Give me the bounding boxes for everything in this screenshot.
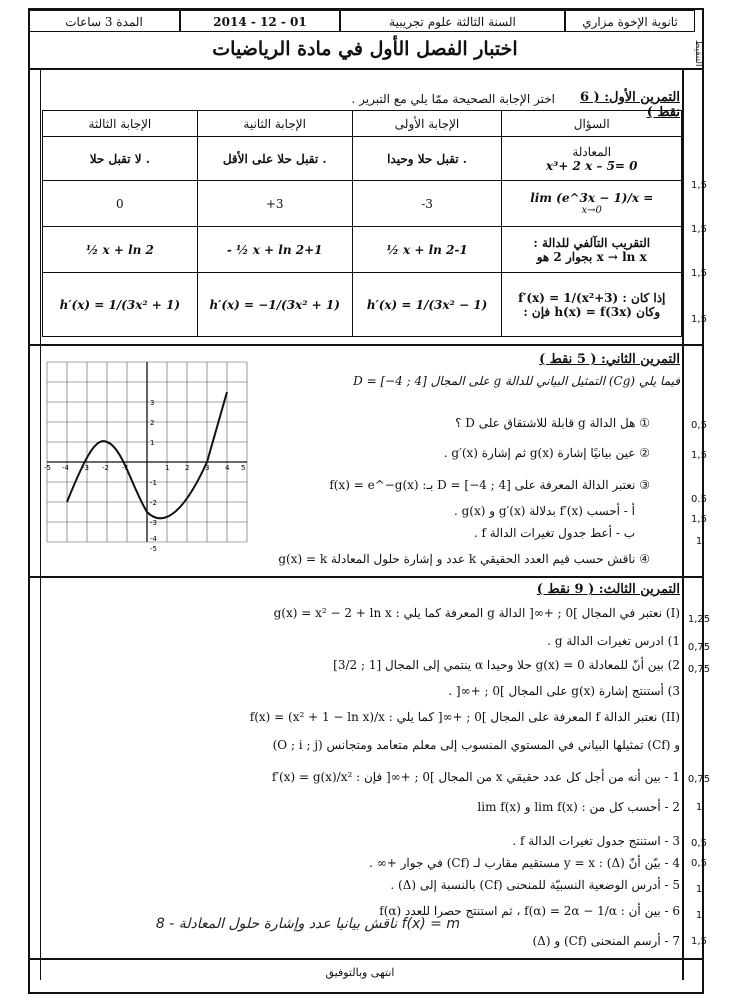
y-tick-m2: -2 [150,499,157,507]
ex2-item2-text: عين بيانيًا إشارة g(x) ثم إشارة g′(x) . [443,446,636,460]
footer-divider [28,958,704,960]
score-ex2-1: 0,5 [691,420,707,431]
x-tick-2: 2 [185,464,190,472]
score-ex1-q4: 1,5 [691,314,707,325]
x-tick-m2: -2 [102,464,109,472]
ex2-item4-num: ④ [639,552,650,566]
score-ex3-ii7: 1,5 [691,936,707,947]
x-tick-1: 1 [165,464,170,472]
ex3-i1: 1) ادرس تغيرات الدالة g . [547,634,680,648]
school-name: ثانوية الإخوة مزاري [565,10,695,32]
row2-q1: lim (e^3x − 1)/x = [530,191,654,205]
row1-q2: x³+ 2 x – 5= 0 [545,158,638,173]
x-tick-3: 3 [205,464,210,472]
score-ex1-q1: 1,5 [691,180,707,191]
x-tick-4: 4 [225,464,230,472]
ex2-item3-text: نعتبر الدالة المعرفة على D = [−4 ; 4] بـ: f(x) = e^−g(x) [329,478,636,492]
ex2-item3-num: ③ [639,478,650,492]
y-tick-m4: -4 [150,535,157,543]
ex2-item4 [260,552,650,566]
side-label: التنقيط [693,40,703,67]
ex3-part2b: و (Cf) تمثيلها البياني في المستوي المنسوب إلى معلم متعامد ومتجانس (O ; i ; j) [272,738,680,752]
row1-q1: المعادلة [572,144,612,159]
exam-duration: المدة 3 ساعات [28,10,180,32]
ex2-item3a-num: أ - [623,504,635,518]
row4-q1: إذا كان : f′(x) = 1/(x²+3) [518,290,666,305]
ex2-item1-text: هل الدالة g قابلة للاشتقاق على D ؟ [455,416,636,430]
score-ex3-ii4: 0,5 [691,858,707,869]
ex3-ii3: 3 - استنتج جدول تغيرات الدالة f . [512,834,680,848]
ex2-item1-num: ① [639,416,650,430]
score-ex3-ii3: 0,5 [691,838,707,849]
x-tick-5: 5 [241,464,246,472]
header-divider [28,68,704,70]
score-ex3-i3: 0,75 [687,664,711,675]
score-ex2-3a: 1,5 [691,514,707,525]
y-tick-m1: -1 [150,479,157,487]
ex2-item3a-text: أحسب f′(x) بدلالة g′(x) و g(x) . [453,504,620,518]
row4-a3: h′(x) = 1/(3x² + 1) [43,273,198,337]
ex3-heading: التمرين الثالث: ( 9 نقط ) [536,582,680,597]
ex2-item3b-text: أعط جدول تغيرات الدالة f . [473,526,612,540]
col-a3-header: الإجابة الثالثة [43,111,198,137]
y-tick-m5: -5 [150,545,157,552]
ex3-ii5: 5 - أدرس الوضعية النسبيّة للمنحنى (Cf) بالنسبة إلى (Δ) . [390,878,680,892]
ex3-ii7: 7 - أرسم المنحنى (Cf) و (Δ) [532,934,680,948]
score-ex3-ii6: 1 [695,910,703,921]
score-ex2-3b: 1 [695,536,703,547]
row3-q2: x → ln x بجوار 2 هو [536,249,647,264]
x-tick-m4: -4 [62,464,69,472]
ex1-instruction: اختر الإجابة الصحيحة ممّا يلي مع التبرير . [351,92,555,106]
ex3-ii2: 2 - أحسب كل من : lim f(x) و lim f(x) [477,800,680,814]
row4-a2: h′(x) = −1/(3x² + 1) [197,273,352,337]
row2-a3: 0 [43,181,198,227]
ex2-divider [28,576,704,578]
score-ex3-i1: 1,25 [687,614,711,625]
col-a1-header: الإجابة الأولى [352,111,502,137]
ex2-item3b [270,526,635,540]
row4-a1: h′(x) = 1/(3x² − 1) [352,273,502,337]
class-level: السنة الثالثة علوم تجريبية [340,10,565,32]
row1-a3: لا تقبل حلا . [43,137,198,181]
ex3-part2: (II) نعتبر الدالة f المعرفة على المجال ]0 ; +∞[ كما يلي : f(x) = (x² + 1 − ln x)/x [249,710,680,724]
score-ex1-q3: 1,5 [691,268,707,279]
row3-q1: التقريب التآلفي للدالة : [533,235,651,250]
row2-a1: -3 [352,181,502,227]
ex2-graph [42,352,252,552]
ex1-table [42,110,682,337]
exam-date: 2014 - 12 - 01 [180,10,340,32]
ex1-heading: التمرين الأول: ( 6 نقط ) [579,90,680,120]
y-tick-2: 2 [150,419,155,427]
handwritten-note: f(x) = m ناقش بيانيا عدد وإشارة حلول المعادلة - 8 [155,916,460,932]
ex2-item3b-num: ب - [615,526,635,540]
ex3-i3: 3) أستنتج إشارة g(x) على المجال ]0 ; +∞[ . [448,684,680,698]
x-tick-m3: -3 [82,464,89,472]
y-tick-3: 3 [150,399,155,407]
exam-title: اختبار الفصل الأول في مادة الرياضيات [212,38,518,60]
col-question-header: السؤال [502,111,682,137]
ex3-i2: 2) بين أنّ للمعادلة g(x) = 0 حلا وحيدا α ينتمي إلى المجال [1 ; 3/2] [333,658,680,672]
row1-a2: تقبل حلا على الأقل . [197,137,352,181]
y-tick-m3: -3 [150,519,157,527]
ex2-item2-num: ② [639,446,650,460]
y-tick-1: 1 [150,439,155,447]
ex2-heading: التمرين الثاني: ( 5 نقط ) [539,352,680,367]
x-tick-m5: -5 [44,464,51,472]
score-ex2-3: 0.5 [691,494,707,505]
score-ex3-ii5: 1 [695,884,703,895]
ex2-item3a [270,504,635,518]
ex2-item3 [255,478,650,492]
ex2-intro: فيما يلي (Cg) التمثيل البياني للدالة g على المجال D = [−4 ; 4] [353,374,680,388]
row3-a1: ½ x + ln 2-1 [352,227,502,273]
score-ex3-i2: 0,75 [687,642,711,653]
ex3-part1: (I) نعتبر في المجال ]0 ; +∞[ الدالة g المعرفة كما يلي : g(x) = x² − 2 + ln x [273,606,680,620]
ex3-ii6: 6 - بين أن : f(α) = 2α − 1/α ، ثم استنتج حصرا للعدد f(α) [379,904,680,918]
ex3-ii4: 4 - بيّن أنّ (Δ) : y = x مستقيم مقارب لـ (Cf) في جوار +∞ . [369,856,680,870]
row2-a2: +3 [197,181,352,227]
score-ex2-2: 1,5 [691,450,707,461]
x-tick-m1: -1 [122,464,129,472]
ex2-item1 [270,416,650,430]
row2-q2: x→0 [581,205,602,216]
row4-q2: وكان h(x) = f(3x) فإن : [523,304,661,319]
footer-text: انتهى وبالتوفيق [325,966,395,979]
row1-a1: تقبل حلا وحيدا . [352,137,502,181]
ex3-ii1: 1 - بين أنه من أجل كل عدد حقيقي x من المجال ]0 ; +∞[ فإن : f′(x) = g(x)/x² [271,770,680,784]
row3-a2: - ½ x + ln 2+1 [197,227,352,273]
score-ex3-ii2: 1 [695,802,703,813]
ex2-item2 [270,446,650,460]
score-ex3-ii1: 0,75 [687,774,711,785]
col-a2-header: الإجابة الثانية [197,111,352,137]
score-ex1-q2: 1,5 [691,224,707,235]
ex1-divider [28,344,704,346]
row3-a3: ½ x + ln 2 [43,227,198,273]
ex2-item4-text: ناقش حسب قيم العدد الحقيقي k عدد و إشارة حلول المعادلة g(x) = k [278,552,636,566]
left-margin-line [40,70,41,980]
